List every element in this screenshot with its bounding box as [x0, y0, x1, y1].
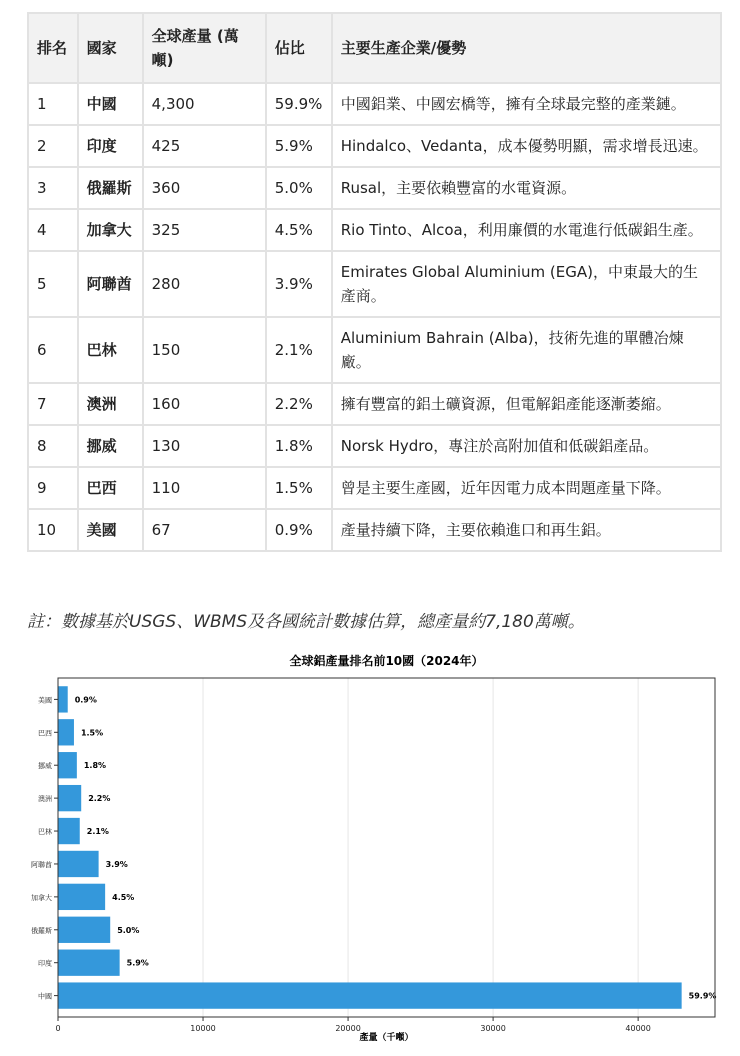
- data-label: 0.9%: [74, 695, 97, 705]
- country-cell: 澳洲: [78, 383, 143, 425]
- y-tick-label: 挪威: [38, 762, 52, 771]
- country-cell: 俄羅斯: [78, 167, 143, 209]
- rank-cell: 6: [28, 317, 78, 383]
- y-tick-label: 中國: [38, 992, 52, 1001]
- y-tick-label: 澳洲: [38, 795, 52, 804]
- production-cell: 360: [143, 167, 266, 209]
- production-cell: 160: [143, 383, 266, 425]
- data-label: 2.1%: [86, 827, 109, 837]
- companies-cell: Norsk Hydro，專注於高附加值和低碳鋁產品。: [332, 425, 721, 467]
- y-tick-label: 阿聯酋: [31, 860, 52, 869]
- companies-cell: 擁有豐富的鋁土礦資源，但電解鋁產能逐漸萎縮。: [332, 383, 721, 425]
- production-cell: 130: [143, 425, 266, 467]
- column-header: 主要生產企業/優勢: [332, 13, 721, 83]
- bar: [58, 752, 77, 778]
- table-row: [28, 167, 721, 209]
- production-cell: 110: [143, 467, 266, 509]
- companies-cell: Emirates Global Aluminium (EGA)，中東最大的生產商。: [332, 251, 721, 317]
- share-cell: 1.5%: [266, 467, 332, 509]
- data-label: 2.2%: [88, 794, 111, 804]
- companies-cell: 產量持續下降，主要依賴進口和再生鋁。: [332, 509, 721, 551]
- x-axis-label: 產量（千噸）: [359, 1033, 414, 1043]
- rank-cell: 3: [28, 167, 78, 209]
- production-cell: 67: [143, 509, 266, 551]
- rank-cell: 7: [28, 383, 78, 425]
- share-cell: 1.8%: [266, 425, 332, 467]
- production-cell: 425: [143, 125, 266, 167]
- production-cell: 325: [143, 209, 266, 251]
- share-cell: 5.0%: [266, 167, 332, 209]
- companies-cell: 中國鋁業、中國宏橋等，擁有全球最完整的產業鏈。: [332, 83, 721, 125]
- production-table: [27, 12, 722, 552]
- rank-cell: 10: [28, 509, 78, 551]
- country-cell: 加拿大: [78, 209, 143, 251]
- chart-title: 全球鋁產量排名前10國（2024年）: [289, 654, 484, 668]
- companies-cell: 曾是主要生產國，近年因電力成本問題產量下降。: [332, 467, 721, 509]
- production-cell: 280: [143, 251, 266, 317]
- bar: [58, 851, 99, 877]
- rank-cell: 2: [28, 125, 78, 167]
- table-row: [28, 317, 721, 383]
- country-cell: 阿聯酋: [78, 251, 143, 317]
- companies-cell: Rusal，主要依賴豐富的水電資源。: [332, 167, 721, 209]
- plot-frame: [58, 678, 715, 1017]
- table-row: [28, 467, 721, 509]
- y-tick-label: 俄羅斯: [31, 926, 52, 935]
- bar: [58, 785, 81, 811]
- share-cell: 5.9%: [266, 125, 332, 167]
- table-row: [28, 383, 721, 425]
- y-tick-label: 加拿大: [31, 893, 52, 902]
- table-row: [28, 125, 721, 167]
- data-label: 5.0%: [117, 925, 140, 935]
- y-tick-label: 巴西: [38, 729, 52, 738]
- country-cell: 巴林: [78, 317, 143, 383]
- share-cell: 59.9%: [266, 83, 332, 125]
- production-cell: 4,300: [143, 83, 266, 125]
- table-row: [28, 251, 721, 317]
- share-cell: 0.9%: [266, 509, 332, 551]
- data-label: 59.9%: [688, 991, 717, 1001]
- data-label: 4.5%: [112, 892, 135, 902]
- y-tick-label: 巴林: [38, 828, 52, 837]
- bar: [58, 884, 105, 910]
- table-row: [28, 209, 721, 251]
- country-cell: 美國: [78, 509, 143, 551]
- y-tick-label: 印度: [38, 959, 52, 968]
- bar: [58, 686, 68, 712]
- bar: [58, 982, 682, 1008]
- x-tick-label: 30000: [480, 1024, 506, 1033]
- production-cell: 150: [143, 317, 266, 383]
- share-cell: 3.9%: [266, 251, 332, 317]
- column-header: 全球產量 (萬噸): [143, 13, 266, 83]
- data-label: 1.5%: [80, 728, 104, 738]
- country-cell: 中國: [78, 83, 143, 125]
- table-row: [28, 509, 721, 551]
- footnote: 註：數據基於USGS、WBMS及各國統計數據估算，總產量約7,180萬噸。: [27, 612, 585, 632]
- bar: [58, 950, 120, 976]
- country-cell: 印度: [78, 125, 143, 167]
- x-tick-label: 10000: [190, 1024, 216, 1033]
- bar: [58, 917, 110, 943]
- companies-cell: Hindalco、Vedanta，成本優勢明顯，需求增長迅速。: [332, 125, 721, 167]
- rank-cell: 4: [28, 209, 78, 251]
- rank-cell: 9: [28, 467, 78, 509]
- column-header: 國家: [78, 13, 143, 83]
- bar-chart: [0, 645, 740, 1056]
- x-tick-label: 20000: [335, 1024, 361, 1033]
- data-label: 1.8%: [83, 761, 107, 771]
- share-cell: 2.1%: [266, 317, 332, 383]
- country-cell: 巴西: [78, 467, 143, 509]
- rank-cell: 5: [28, 251, 78, 317]
- y-tick-label: 美國: [38, 696, 52, 705]
- country-cell: 挪威: [78, 425, 143, 467]
- rank-cell: 1: [28, 83, 78, 125]
- table-row: [28, 83, 721, 125]
- data-label: 3.9%: [105, 859, 128, 869]
- companies-cell: Aluminium Bahrain (Alba)，技術先進的單體冶煉廠。: [332, 317, 721, 383]
- x-tick-label: 0: [55, 1024, 61, 1033]
- share-cell: 4.5%: [266, 209, 332, 251]
- data-label: 5.9%: [126, 958, 149, 968]
- companies-cell: Rio Tinto、Alcoa，利用廉價的水電進行低碳鋁生產。: [332, 209, 721, 251]
- column-header: 佔比: [266, 13, 332, 83]
- bar: [58, 818, 80, 844]
- rank-cell: 8: [28, 425, 78, 467]
- column-header: 排名: [28, 13, 78, 83]
- bar: [58, 719, 74, 745]
- table-row: [28, 425, 721, 467]
- share-cell: 2.2%: [266, 383, 332, 425]
- x-tick-label: 40000: [625, 1024, 651, 1033]
